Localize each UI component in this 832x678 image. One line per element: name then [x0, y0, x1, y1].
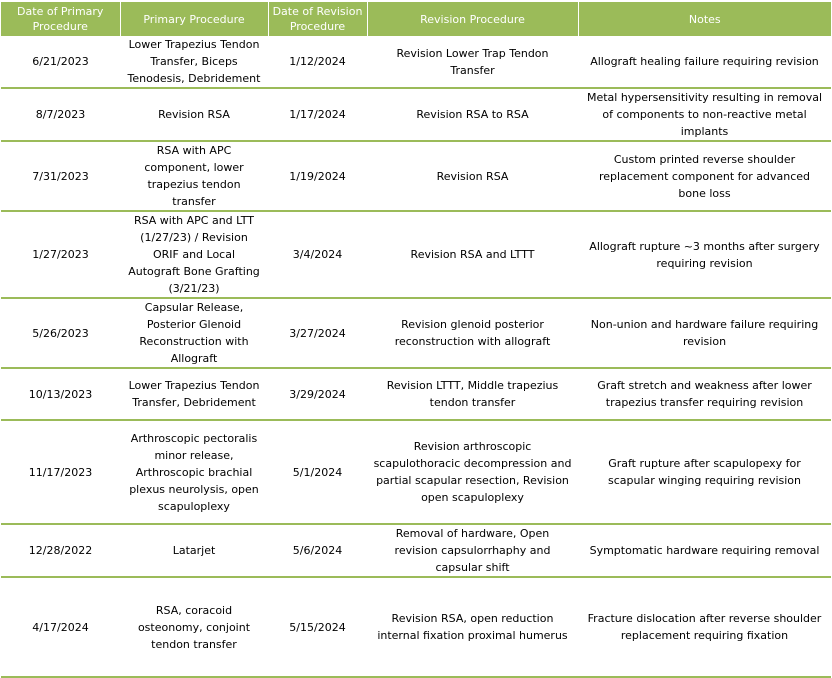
cell-notes: Custom printed reverse shoulder replacement component for advanced bone loss [578, 141, 831, 211]
cell-date-revision: 3/4/2024 [268, 211, 367, 298]
header-date-primary: Date of Primary Procedure [1, 2, 120, 36]
cell-primary-procedure: RSA, coracoid osteonomy, conjoint tendon transfer [120, 577, 268, 677]
header-primary-procedure: Primary Procedure [120, 2, 268, 36]
cell-date-revision: 1/17/2024 [268, 88, 367, 141]
cell-notes: Graft rupture after scapulopexy for scapular winging requiring revision [578, 420, 831, 524]
cell-date-primary: 7/31/2023 [1, 141, 120, 211]
cell-revision-procedure: Revision RSA, open reduction internal fixation proximal humerus [367, 577, 578, 677]
cell-date-primary: 8/7/2023 [1, 88, 120, 141]
cell-revision-procedure: Revision Lower Trap Tendon Transfer [367, 36, 578, 88]
cell-revision-procedure: Revision LTTT, Middle trapezius tendon transfer [367, 368, 578, 420]
cell-revision-procedure: Removal of hardware, Open revision capsulorrhaphy and capsular shift [367, 524, 578, 577]
table-row [1, 524, 831, 577]
cell-notes: Non-union and hardware failure requiring revision [578, 298, 831, 368]
cell-date-revision: 1/19/2024 [268, 141, 367, 211]
cell-date-primary: 6/21/2023 [1, 36, 120, 88]
table-row [1, 368, 831, 420]
cell-notes: Allograft rupture ~3 months after surgery requiring revision [578, 211, 831, 298]
cell-revision-procedure: Revision RSA and LTTT [367, 211, 578, 298]
cell-primary-procedure: Arthroscopic pectoralis minor release, Arthroscopic brachial plexus neurolysis, open scapuloplexy [120, 420, 268, 524]
cell-notes: Symptomatic hardware requiring removal [578, 524, 831, 577]
cell-notes: Graft stretch and weakness after lower trapezius transfer requiring revision [578, 368, 831, 420]
table-row [1, 141, 831, 211]
header-notes: Notes [578, 2, 831, 36]
header-date-revision: Date of Revision Procedure [268, 2, 367, 36]
cell-revision-procedure: Revision arthroscopic scapulothoracic decompression and partial scapular resection, Revision open scapuloplexy [367, 420, 578, 524]
table-row [1, 36, 831, 88]
cell-notes: Allograft healing failure requiring revision [578, 36, 831, 88]
cell-date-revision: 3/27/2024 [268, 298, 367, 368]
cell-primary-procedure: Latarjet [120, 524, 268, 577]
header-revision-procedure: Revision Procedure [367, 2, 578, 36]
cell-date-primary: 11/17/2023 [1, 420, 120, 524]
cell-date-primary: 12/28/2022 [1, 524, 120, 577]
cell-date-revision: 5/6/2024 [268, 524, 367, 577]
cell-date-revision: 5/15/2024 [268, 577, 367, 677]
table-row [1, 88, 831, 141]
cell-primary-procedure: Lower Trapezius Tendon Transfer, Debridement [120, 368, 268, 420]
table-row [1, 420, 831, 524]
cell-primary-procedure: Capsular Release, Posterior Glenoid Reconstruction with Allograft [120, 298, 268, 368]
header-row [1, 2, 831, 36]
table-row [1, 577, 831, 677]
cell-revision-procedure: Revision RSA to RSA [367, 88, 578, 141]
cell-primary-procedure: Lower Trapezius Tendon Transfer, Biceps Tenodesis, Debridement [120, 36, 268, 88]
cell-notes: Fracture dislocation after reverse shoulder replacement requiring fixation [578, 577, 831, 677]
cell-date-primary: 10/13/2023 [1, 368, 120, 420]
cell-primary-procedure: RSA with APC component, lower trapezius tendon transfer [120, 141, 268, 211]
table-row [1, 211, 831, 298]
cell-date-primary: 4/17/2024 [1, 577, 120, 677]
cell-revision-procedure: Revision RSA [367, 141, 578, 211]
cell-primary-procedure: RSA with APC and LTT (1/27/23) / Revision ORIF and Local Autograft Bone Grafting (3/21/23) [120, 211, 268, 298]
cell-notes: Metal hypersensitivity resulting in removal of components to non-reactive metal implants [578, 88, 831, 141]
cell-date-revision: 5/1/2024 [268, 420, 367, 524]
cell-date-revision: 1/12/2024 [268, 36, 367, 88]
cell-date-revision: 3/29/2024 [268, 368, 367, 420]
cell-date-primary: 5/26/2023 [1, 298, 120, 368]
cell-primary-procedure: Revision RSA [120, 88, 268, 141]
cell-date-primary: 1/27/2023 [1, 211, 120, 298]
procedures-table [1, 2, 831, 678]
table-row [1, 298, 831, 368]
cell-revision-procedure: Revision glenoid posterior reconstruction with allograft [367, 298, 578, 368]
